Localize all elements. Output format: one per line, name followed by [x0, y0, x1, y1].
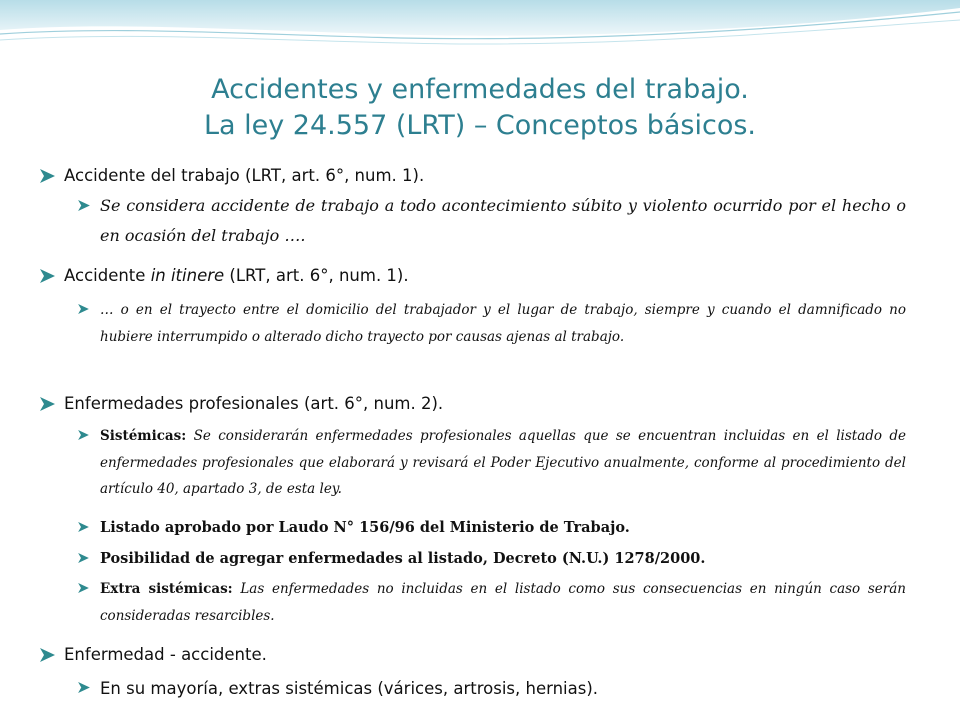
arrow-bullet-icon: [78, 583, 89, 593]
arrow-bullet-icon: [78, 430, 89, 440]
arrow-bullet-icon: [78, 522, 89, 532]
sub-bullet-text: Extra sistémicas: Las enfermedades no incluidas en el listado como sus consecuencias en ningún caso serán consideradas resarcibles.: [100, 581, 906, 624]
sub-bullet-text: Sistémicas: Se considerarán enfermedades profesionales aquellas que se encuentran incluidas en el listado de enfermedades profesionales que elaborará y revisará el Poder Ejecutivo anualmente, conforme al procedimiento del artículo 40, apartado 3, de esta ley.: [100, 428, 906, 497]
arrow-bullet-icon: [40, 269, 55, 283]
extra-sistemicas-label: Extra sistémicas:: [100, 581, 233, 597]
sub-bullet-extra-sistemicas: [78, 576, 906, 629]
bullet-text: Enfermedad - accidente.: [64, 645, 267, 664]
arrow-bullet-icon: [40, 397, 55, 411]
sub-bullet-mayoria: [78, 678, 906, 700]
sub-bullet-listado: [78, 517, 906, 539]
sub-bullet-sistemicas: [78, 423, 906, 503]
slide-title: [40, 72, 920, 144]
arrow-bullet-icon: [40, 648, 55, 662]
header-wave-decoration: [0, 0, 960, 60]
bullet-text: Accidente del trabajo (LRT, art. 6°, num. 1).: [64, 166, 425, 185]
sub-bullet-definicion-accidente: [78, 191, 906, 251]
bullet-text: Accidente in itinere (LRT, art. 6°, num. 1).: [64, 266, 409, 285]
sub-bullet-posibilidad: [78, 548, 906, 570]
arrow-bullet-icon: [40, 169, 55, 183]
sub-bullet-text: Se considera accidente de trabajo a todo acontecimiento súbito y violento ocurrido por el hecho o en ocasión del trabajo ….: [100, 196, 906, 245]
sistemicas-label: Sistémicas:: [100, 428, 187, 444]
sub-bullet-text: En su mayoría, extras sistémicas (várices, artrosis, hernias).: [100, 679, 599, 698]
sub-bullet-text: Listado aprobado por Laudo N° 156/96 del Ministerio de Trabajo.: [100, 519, 630, 536]
title-line-1: Accidentes y enfermedades del trabajo.: [211, 74, 749, 105]
sub-bullet-text: … o en el trayecto entre el domicilio del trabajador y el lugar de trabajo, siempre y cuando el damnificado no hubiere interrumpido o alterado dicho trayecto por causas ajenas al trabajo.: [100, 302, 906, 345]
arrow-bullet-icon: [78, 553, 89, 563]
arrow-bullet-icon: [78, 682, 90, 693]
arrow-bullet-icon: [78, 304, 89, 314]
sub-bullet-definicion-itinere: [78, 297, 906, 350]
bullet-text: Enfermedades profesionales (art. 6°, num. 2).: [64, 394, 444, 413]
arrow-bullet-icon: [78, 200, 90, 211]
title-line-2: La ley 24.557 (LRT) – Conceptos básicos.: [203, 110, 757, 141]
sub-bullet-text: Posibilidad de agregar enfermedades al listado, Decreto (N.U.) 1278/2000.: [100, 550, 706, 567]
